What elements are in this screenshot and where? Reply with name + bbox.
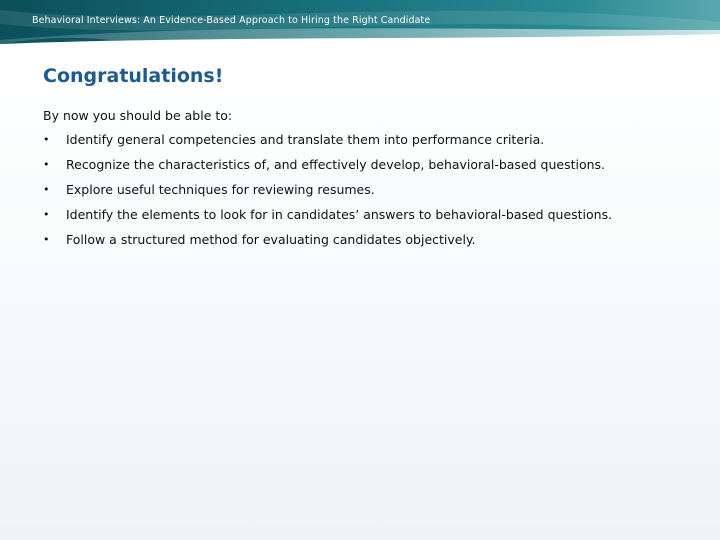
- outcome-text: Explore useful techniques for reviewing resumes.: [66, 182, 375, 197]
- outcome-text: Identify general competencies and translate them into performance criteria.: [66, 132, 545, 147]
- bullet-icon: •: [43, 133, 50, 146]
- outcome-text: Identify the elements to look for in candidates’ answers to behavioral-based questions.: [66, 207, 613, 222]
- outcome-text: Follow a structured method for evaluating candidates objectively.: [66, 232, 476, 247]
- intro-text: By now you should be able to:: [43, 108, 233, 123]
- slide-heading: Congratulations!: [43, 65, 224, 87]
- header-band: [0, 0, 720, 44]
- bullet-icon: •: [43, 208, 50, 221]
- deck-title: Behavioral Interviews: An Evidence-Based Approach to Hiring the Right Candidate: [32, 15, 431, 26]
- bullet-icon: •: [43, 158, 50, 171]
- bullet-icon: •: [43, 183, 50, 196]
- outcome-text: Recognize the characteristics of, and effectively develop, behavioral-based questions.: [66, 157, 606, 172]
- bullet-icon: •: [43, 233, 50, 246]
